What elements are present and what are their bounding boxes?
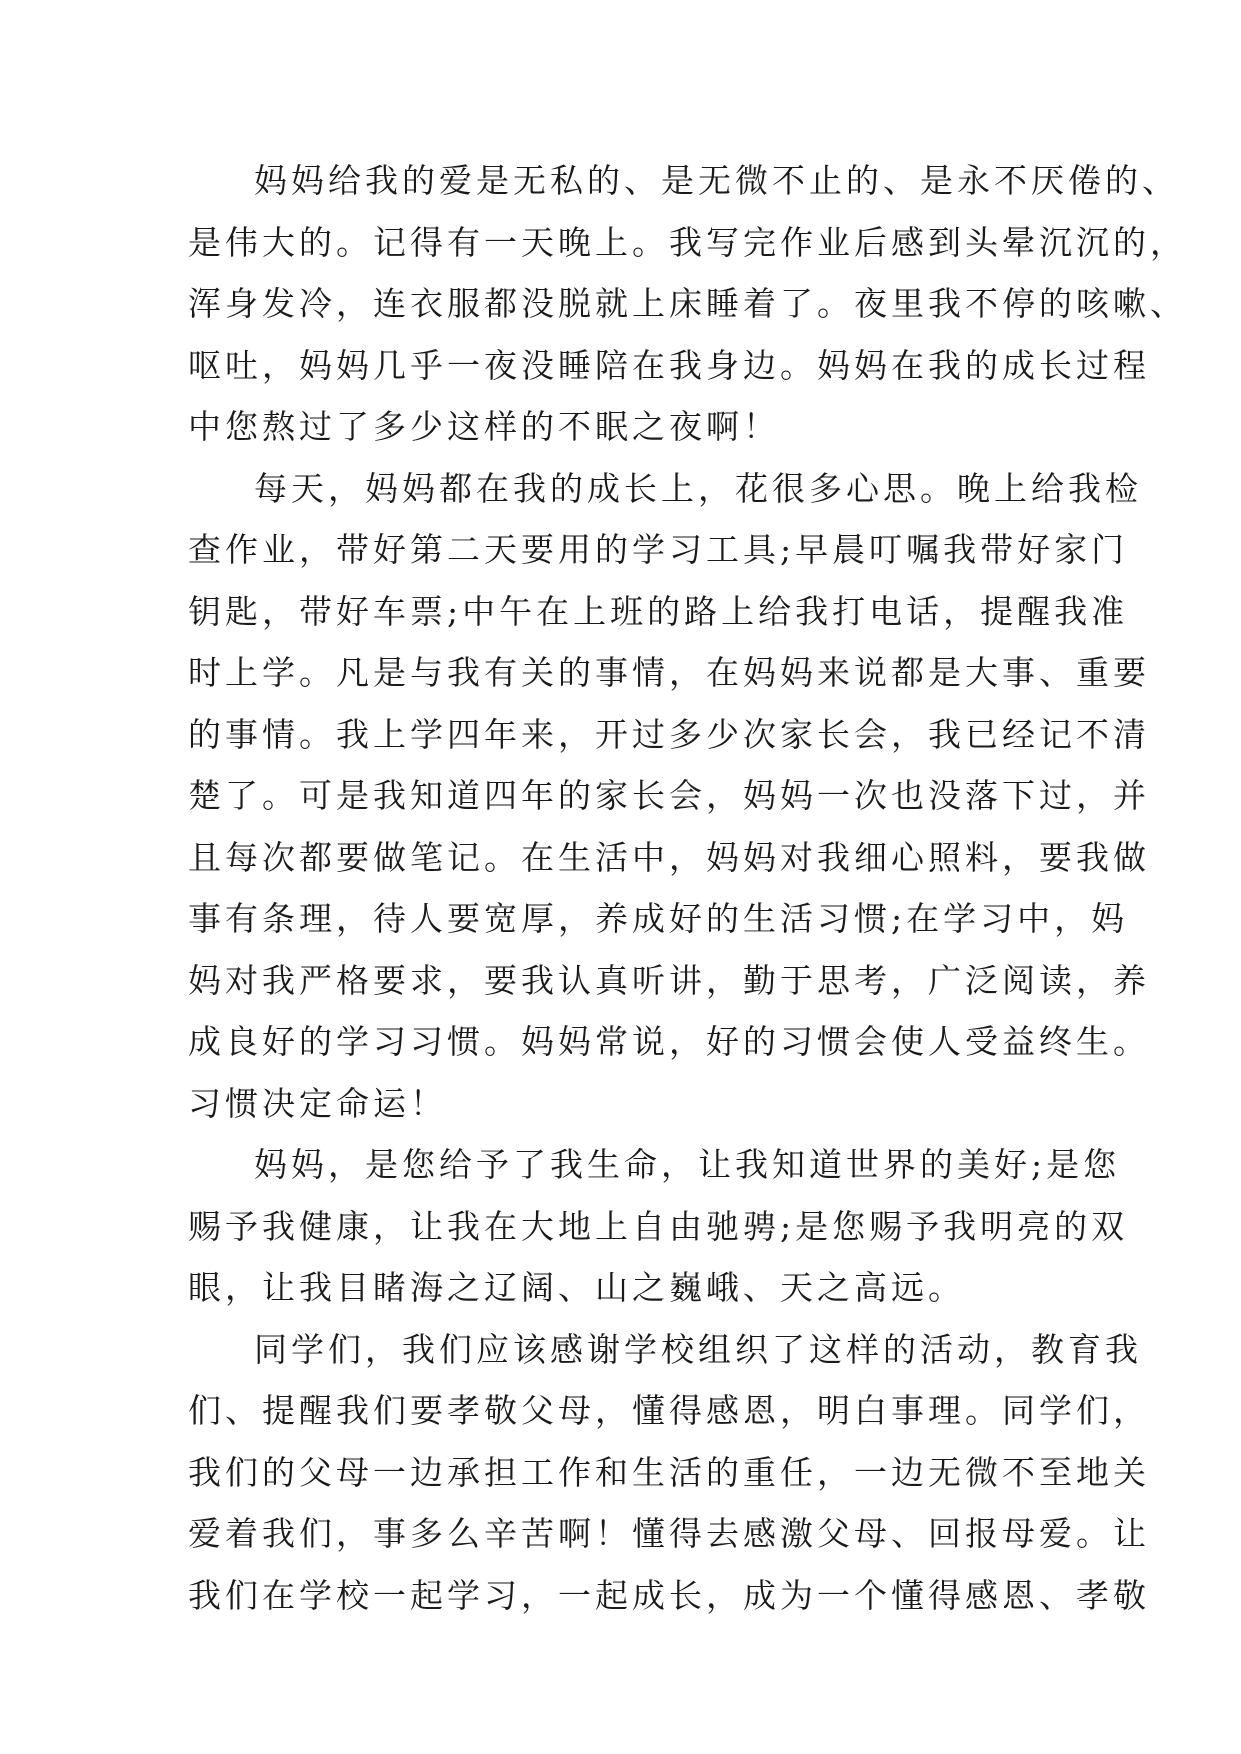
- paragraph-line: 成良好的学习习惯。妈妈常说，好的习惯会使人受益终生。: [188, 1022, 1150, 1061]
- body-text: [188, 150, 1187, 1626]
- paragraph-line: 同学们，我们应该感谢学校组织了这样的活动，教育我: [254, 1329, 1142, 1369]
- paragraph-line: 时上学。凡是与我有关的事情，在妈妈来说都是大事、重要: [188, 653, 1150, 692]
- paragraph-line: 是伟大的。记得有一天晚上。我写完作业后感到头晕沉沉的，: [188, 222, 1187, 262]
- paragraph-line: 我们的父母一边承担工作和生活的重任，一边无微不至地关: [188, 1452, 1150, 1492]
- paragraph-line: 们、提醒我们要孝敬父母，懂得感恩，明白事理。同学们，: [188, 1391, 1150, 1430]
- paragraph-line: 爱着我们，事多么辛苦啊！懂得去感激父母、回报母爱。让: [188, 1514, 1150, 1553]
- paragraph-line: 我们在学校一起学习，一起成长，成为一个懂得感恩、孝敬: [188, 1575, 1150, 1615]
- paragraph-line: 妈妈，是您给予了我生命，让我知道世界的美好;是您: [254, 1145, 1121, 1184]
- paragraph-line: 钥匙，带好车票;中午在上班的路上给我打电话，提醒我准: [188, 591, 1129, 631]
- paragraph-line: 浑身发冷，连衣服都没脱就上床睡着了。夜里我不停的咳嗽、: [188, 284, 1187, 323]
- paragraph-line: 中您熬过了多少这样的不眠之夜啊！: [188, 407, 780, 446]
- paragraph-line: 呕吐，妈妈几乎一夜没睡陪在我身边。妈妈在我的成长过程: [188, 345, 1150, 385]
- paragraph-line: 妈对我严格要求，要我认真听讲，勤于思考，广泛阅读，养: [188, 960, 1150, 1000]
- paragraph-line: 妈妈给我的爱是无私的、是无微不止的、是永不厌倦的、: [254, 161, 1179, 200]
- paragraph-line: 查作业，带好第二天要用的学习工具;早晨叮嘱我带好家门: [188, 530, 1129, 569]
- paragraph-line: 的事情。我上学四年来，开过多少次家长会，我已经记不清: [188, 714, 1150, 754]
- paragraph-line: 楚了。可是我知道四年的家长会，妈妈一次也没落下过，并: [188, 776, 1150, 815]
- paragraph-line: 每天，妈妈都在我的成长上，花很多心思。晚上给我检: [254, 468, 1142, 508]
- paragraph-line: 习惯决定命运！: [188, 1083, 447, 1123]
- paragraph-line: 事有条理，待人要宽厚，养成好的生活习惯;在学习中，妈: [188, 899, 1129, 938]
- paragraph-line: 眼，让我目睹海之辽阔、山之巍峨、天之高远。: [188, 1268, 965, 1307]
- paragraph-line: 且每次都要做笔记。在生活中，妈妈对我细心照料，要我做: [188, 837, 1150, 877]
- paragraph-line: 赐予我健康，让我在大地上自由驰骋;是您赐予我明亮的双: [188, 1206, 1129, 1246]
